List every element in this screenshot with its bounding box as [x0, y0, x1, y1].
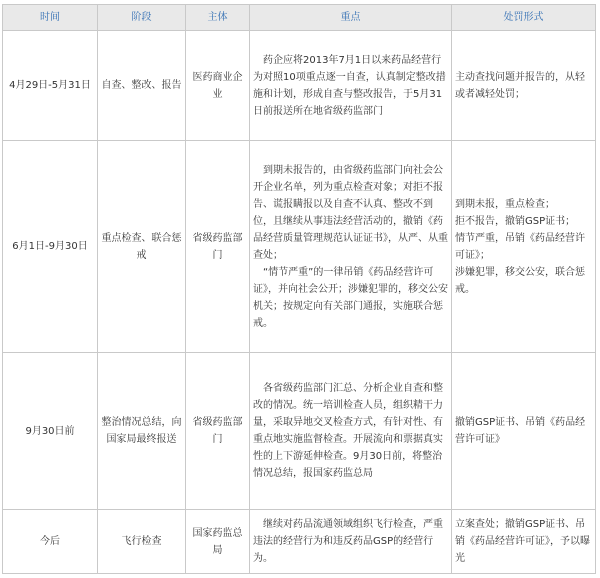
- header-stage: 阶段: [98, 5, 186, 31]
- penalty-text: 到期未报，重点检查；: [455, 198, 555, 210]
- rectification-table: [2, 4, 596, 574]
- cell-subject: 国家药监总局: [186, 510, 250, 574]
- table-row: [3, 141, 596, 353]
- cell-stage: 自查、整改、报告: [98, 31, 186, 141]
- penalty-text: 主动查找问题并报告的，从轻或者减轻处罚；: [455, 71, 585, 100]
- cell-penalty: [452, 353, 596, 510]
- table-row: [3, 353, 596, 510]
- header-penalty: 处罚形式: [452, 5, 596, 31]
- header-row: [3, 5, 596, 31]
- cell-focus: [250, 31, 452, 141]
- table-row: [3, 31, 596, 141]
- cell-stage: 飞行检查: [98, 510, 186, 574]
- focus-text: 继续对药品流通领域组织飞行检查，严重违法的经营行为和违反药品GSP的经营行为。: [253, 519, 443, 564]
- cell-subject: 省级药监部门: [186, 353, 250, 510]
- cell-time: 6月1日-9月30日: [3, 141, 98, 353]
- penalty-text: 拒不报告，撤销GSP证书；: [455, 215, 576, 227]
- cell-focus: [250, 141, 452, 353]
- header-focus: 重点: [250, 5, 452, 31]
- penalty-text: 立案查处；撤销GSP证书、吊销《药品经营许可证》，予以曝光: [455, 519, 590, 564]
- penalty-text: 撤销GSP证书、吊销《药品经营许可证》: [455, 417, 586, 445]
- focus-text: 各省级药监部门汇总、分析企业自查和整改的情况。统一培训检查人员，组织精干力量，采取异地交叉检查方式，有针对性、有重点地实施监督检查。开展流向和票据真实性的上下游延伸检查。9月30日前，将整治情况总结，报国家药监总局: [253, 383, 443, 479]
- cell-penalty: [452, 510, 596, 574]
- cell-penalty: [452, 141, 596, 353]
- cell-subject: 医药商业企业: [186, 31, 250, 141]
- cell-time: 4月29日-5月31日: [3, 31, 98, 141]
- cell-focus: [250, 353, 452, 510]
- cell-subject: 省级药监部门: [186, 141, 250, 353]
- cell-focus: [250, 510, 452, 574]
- cell-time: 今后: [3, 510, 98, 574]
- header-time: 时间: [3, 5, 98, 31]
- table-row: [3, 510, 596, 574]
- cell-time: 9月30日前: [3, 353, 98, 510]
- header-subject: 主体: [186, 5, 250, 31]
- cell-stage: 重点检查、联合惩戒: [98, 141, 186, 353]
- focus-text: 到期未报告的，由省级药监部门向社会公开企业名单，列为重点检查对象；对拒不报告、谎报瞒报以及自查不认真、整改不到位，且继续从事违法经营活动的，撤销《药品经营质量管理规范认证证书》，从严、从重查处；: [253, 164, 448, 261]
- cell-penalty: [452, 31, 596, 141]
- cell-stage: 整治情况总结，向国家局最终报送: [98, 353, 186, 510]
- penalty-text: 情节严重，吊销《药品经营许可证》；: [455, 232, 585, 261]
- focus-text: “情节严重”的一律吊销《药品经营许可证》，并向社会公开；涉嫌犯罪的，移交公安机关；按规定向有关部门通报，实施联合惩戒。: [253, 266, 448, 329]
- penalty-text: 涉嫌犯罪，移交公安，联合惩戒。: [455, 266, 585, 295]
- focus-text: 药企应将2013年7月1日以来药品经营行为对照10项重点逐一自查，认真制定整改措施和计划，形成自查与整改报告，于5月31日前报送所在地省级药监部门: [253, 54, 446, 117]
